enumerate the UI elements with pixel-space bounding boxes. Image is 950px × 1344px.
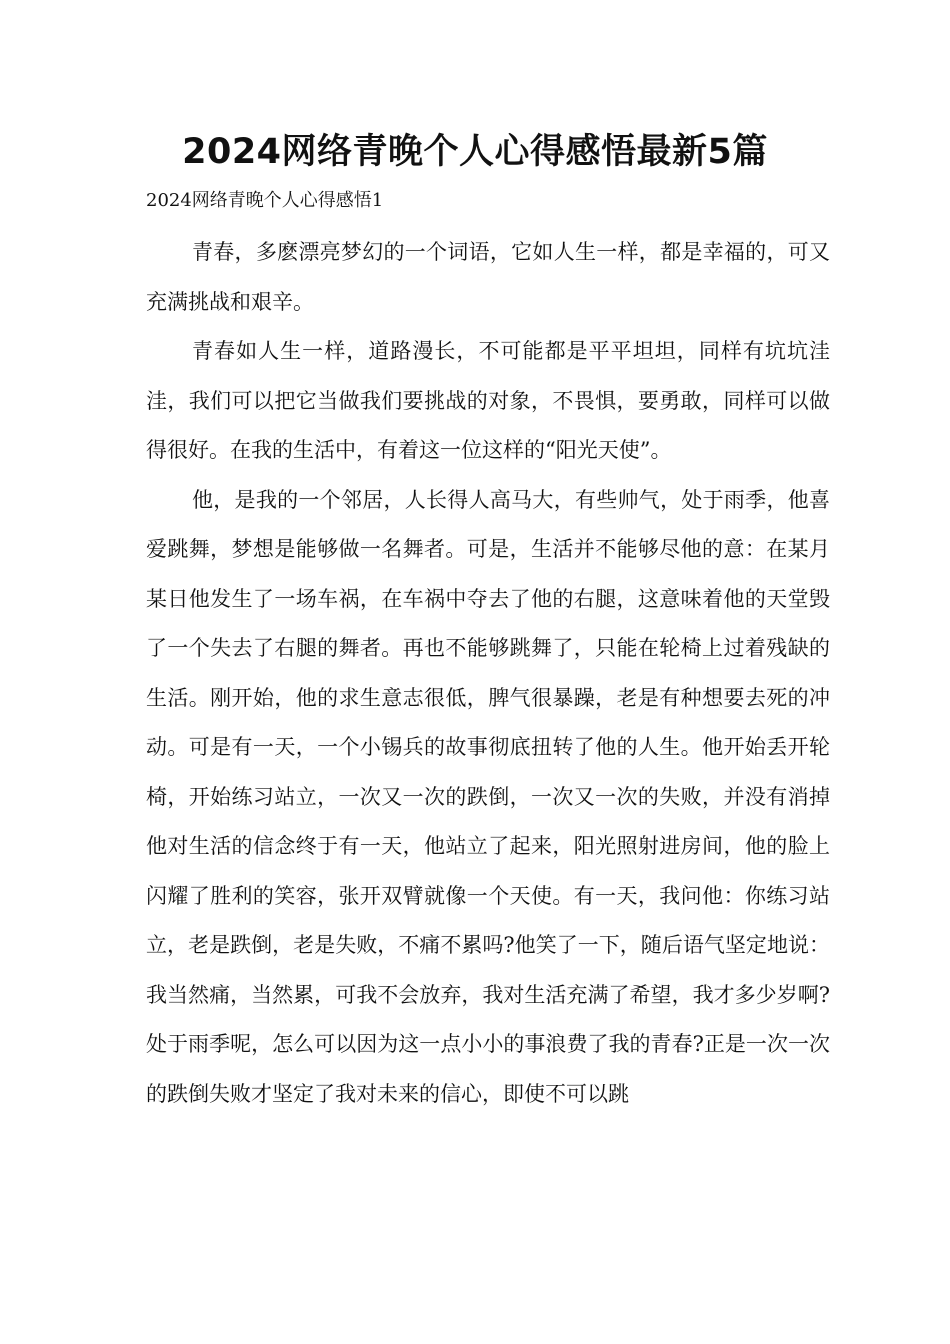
paragraph: 青春如人生一样，道路漫长，不可能都是平平坦坦，同样有坑坑洼洼，我们可以把它当做我们要挑战的对象，不畏惧，要勇敢，同样可以做得很好。在我的生活中，有着这一位这样的“阳光天使”。 (146, 339, 830, 462)
section-heading: 2024网络青晚个人心得感悟1 (146, 190, 384, 211)
document-title: 2024网络青晚个人心得感悟最新5篇 (182, 132, 768, 172)
paragraph: 他，是我的一个邻居，人长得人高马大，有些帅气，处于雨季，他喜爱跳舞，梦想是能够做一名舞者。可是，生活并不能够尽他的意：在某月某日他发生了一场车祸，在车祸中夺去了他的右腿，这意味着他的天堂毁了一个失去了右腿的舞者。再也不能够跳舞了，只能在轮椅上过着残缺的生活。刚开始，他的求生意志很低，脾气很暴躁，老是有种想要去死的冲动。可是有一天，一个小锡兵的故事彻底扭转了他的人生。他开始丢开轮椅，开始练习站立，一次又一次的跌倒，一次又一次的失败，并没有消掉他对生活的信念终于有一天，他站立了起来，阳光照射进房间，他的脸上闪耀了胜利的笑容，张开双臂就像一个天使。有一天，我问他：你练习站立，老是跌倒，老是失败，不痛不累吗?他笑了一下，随后语气坚定地说：我当然痛，当然累，可我不会放弃，我对生活充满了希望，我才多少岁啊?处于雨季呢，怎么可以因为这一点小小的事浪费了我的青春?正是一次一次的跌倒失败才坚定了我对未来的信心，即使不可以跳 (146, 487, 830, 1106)
paragraph: 青春，多麽漂亮梦幻的一个词语，它如人生一样，都是幸福的，可又充满挑战和艰辛。 (146, 240, 830, 314)
document-body (146, 228, 830, 1119)
